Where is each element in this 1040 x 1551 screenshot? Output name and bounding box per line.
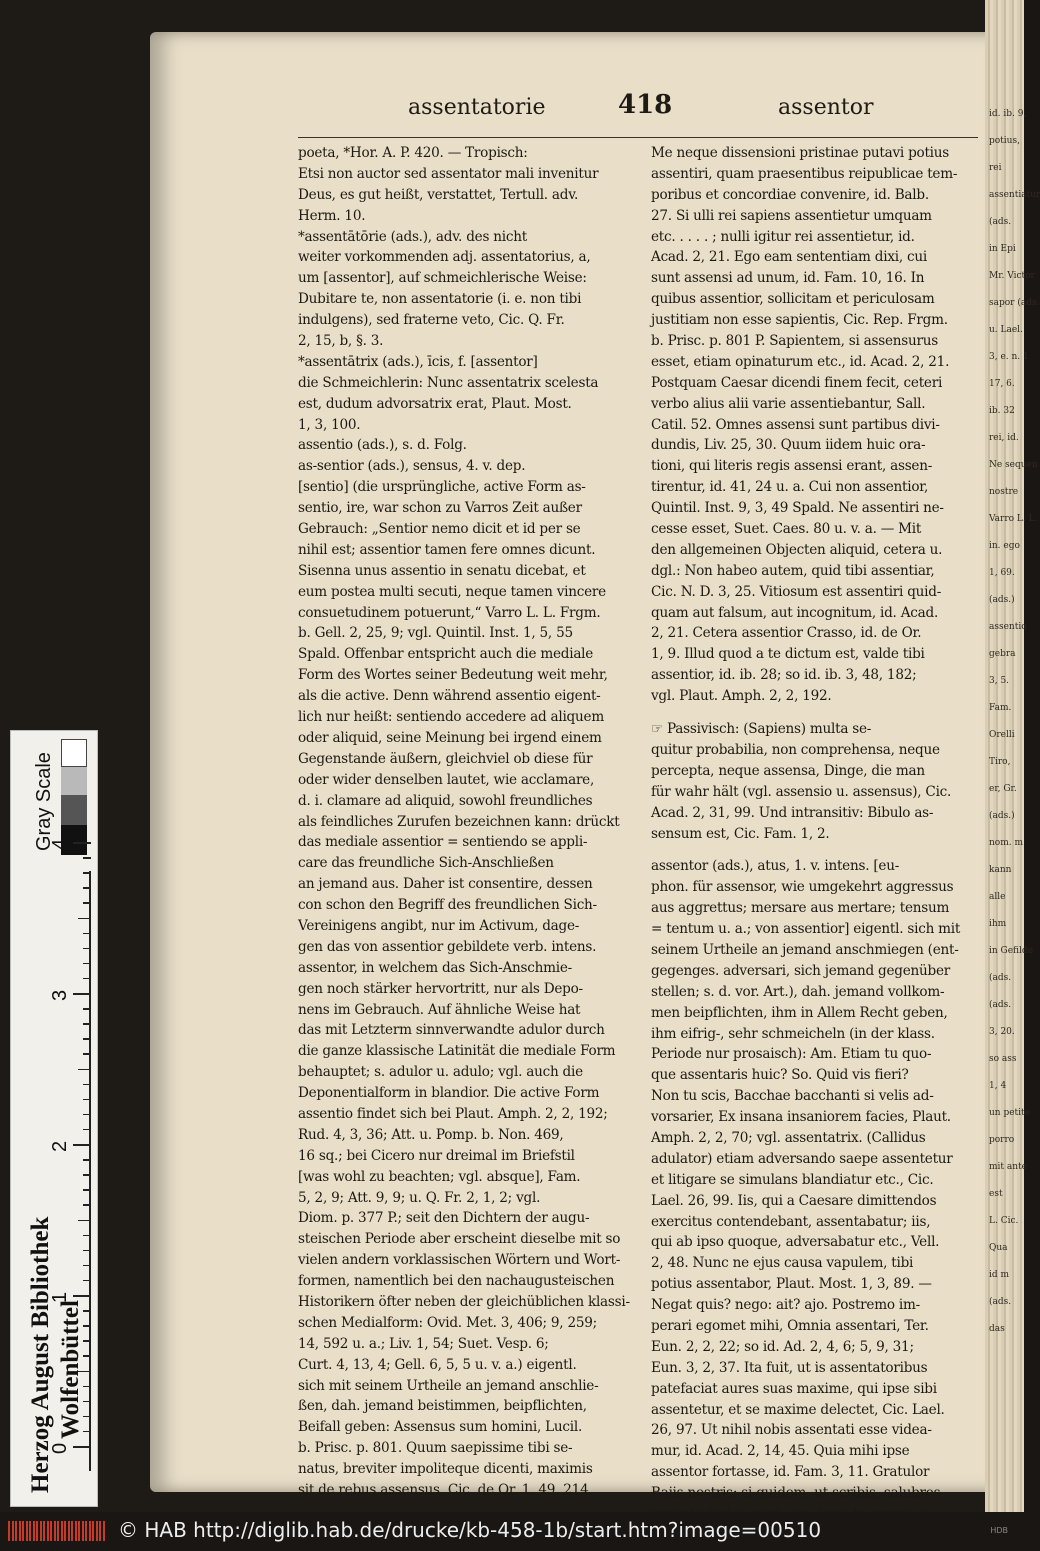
text-line: esset, etiam opinaturum etc., id. Acad. 2, 21. (651, 353, 950, 370)
adjacent-page-line: id. ib. 9, (989, 109, 1027, 119)
text-line: [was wohl zu beachten; vgl. absque], Fam. (298, 1168, 581, 1185)
corner-mark: HDB (990, 1526, 1008, 1535)
left-column (298, 143, 646, 1501)
text-line: gegenges. adversari, sich jemand gegenüber (651, 962, 951, 979)
text-line: behauptet; s. adulor u. adulo; vgl. auch die (298, 1064, 583, 1081)
adjacent-page-line: est (989, 1189, 1003, 1199)
text-line: exercitus contendebant, assentabatur; iis, (651, 1213, 931, 1230)
text-line: an jemand aus. Daher ist consentire, dessen (298, 876, 593, 893)
text-line: nihil est; assentior tamen fere omnes dicunt. (298, 541, 596, 558)
text-line: natus, breviter impoliteque dicenti, maximis (298, 1461, 593, 1478)
adjacent-page-line: (ads.) (989, 811, 1015, 821)
text-line: lich nur heißt: sentiendo accedere ad aliquem (298, 709, 604, 726)
text-line: 14, 592 u. a.; Liv. 1, 54; Suet. Vesp. 6; (298, 1335, 549, 1352)
ruler-number: 2 (49, 1140, 71, 1152)
text-line: [sentio] (die ursprüngliche, active Form as- (298, 479, 586, 496)
text-line: den allgemeinen Objecten aliquid, cetera u. (651, 541, 943, 558)
text-line: die ganze klassische Latinität die mediale Form (298, 1043, 616, 1060)
adjacent-page-line: rei (989, 163, 1002, 173)
adjacent-page-line: ihm (989, 919, 1007, 929)
adjacent-page-line: Mr. Victor (989, 271, 1035, 281)
right-column (651, 143, 981, 1525)
text-line: Deponentialform in blandior. Die active Form (298, 1085, 600, 1102)
text-line: Beifall geben: Assensus sum homini, Lucil. (298, 1419, 583, 1436)
text-line: poribus et concordiae convenire, id. Balb. (651, 186, 929, 203)
text-line: consuetudinem potuerunt,“ Varro L. L. Frgm. (298, 604, 601, 621)
adjacent-page-line: mit ante (989, 1162, 1027, 1172)
text-line: patefaciat aures suas maxime, qui ipse sibi (651, 1380, 937, 1397)
text-line: sit de rebus assensus, Cic. de Or. 1, 49, 214. (298, 1482, 593, 1498)
text-line: Deus, es gut heißt, verstattet, Tertull. adv. (298, 186, 579, 203)
adjacent-page-line: (ads. (989, 1297, 1012, 1307)
text-line: 2, 15, b, §. 3. (298, 333, 384, 350)
right-column-entry-assentor (651, 856, 981, 1525)
text-line: poeta, *Hor. A. P. 420. — Tropisch: (298, 145, 528, 161)
text-line: mur, id. Acad. 2, 14, 45. Quia mihi ipse (651, 1443, 910, 1460)
text-line: vielen andern vorklassischen Wörtern und Wort- (298, 1252, 621, 1269)
ruler-tick (83, 948, 91, 950)
text-line: 5, 2, 9; Att. 9, 9; u. Q. Fr. 2, 1, 2; vgl. (298, 1189, 541, 1206)
text-line: ihm eifrig-, sehr schmeicheln (in der klass. (651, 1025, 935, 1042)
text-line: justitiam non esse sapientis, Cic. Rep. Frgm. (651, 312, 948, 329)
adjacent-page-line: in. ego (989, 541, 1020, 551)
text-line: Vereinigens angibt, nur im Activum, dage- (298, 917, 580, 934)
ruler-tick (83, 1159, 91, 1161)
text-line: care das freundliche Sich-Anschließen (298, 855, 554, 872)
text-line: gen das von assentior gebildete verb. intens. (298, 938, 597, 955)
adjacent-page-line: L. Cic. (989, 1216, 1019, 1226)
ruler-tick (83, 872, 91, 874)
ruler-tick (83, 1129, 91, 1131)
ruler-number: 3 (49, 989, 71, 1001)
text-line: formen, namentlich bei den nachaugusteischen (298, 1273, 615, 1290)
text-line: b. Prisc. p. 801 P. Sapientem, si assensurus (651, 333, 938, 350)
text-line: assentio findet sich bei Plaut. Amph. 2, 2, 192; (298, 1105, 608, 1122)
adjacent-page-line: in Epi (989, 244, 1016, 254)
text-line: das mit Letzterm sinnverwandte adulor durch (298, 1022, 605, 1039)
ruler-tick (78, 1220, 91, 1222)
adjacent-page-line: (ads. (989, 973, 1012, 983)
ruler-tick (83, 1265, 91, 1267)
text-line: oder wider denselben lautet, wie acclamare, (298, 771, 595, 788)
text-line: perari egomet mihi, Omnia assentari, Ter. (651, 1317, 929, 1334)
text-line: vorsarier, Ex insana insaniorem facies, Plaut. (651, 1109, 951, 1126)
ruler-tick (78, 1069, 91, 1071)
ruler-tick (83, 963, 91, 965)
adjacent-page-line: kann (989, 865, 1012, 875)
text-line: *assentātōrie (ads.), adv. des nicht (298, 228, 527, 245)
text-line: quam aut falsum, aut incognitum, id. Acad. (651, 604, 939, 621)
ruler-number: 4 (49, 838, 71, 850)
text-line: b. Prisc. p. 801. Quum saepissime tibi se- (298, 1440, 573, 1457)
text-line: potius assentabor, Plaut. Most. 1, 3, 89. — (651, 1276, 932, 1293)
text-line: 16 sq.; bei Cicero nur dreimal im Briefstil (298, 1147, 575, 1164)
ruler-tick (83, 1235, 91, 1237)
text-line: dgl.: Non habeo autem, quid tibi assentiar, (651, 562, 935, 579)
text-line: Acad. 2, 31, 99. Und intransitiv: Bibulo as- (651, 804, 934, 821)
adjacent-page-line: sapor (ads. (989, 298, 1040, 308)
text-line: as-sentior (ads.), sensus, 4. v. dep. (298, 458, 526, 475)
adjacent-page-line: id m (989, 1270, 1010, 1280)
text-line: vgl. Plaut. Amph. 2, 2, 192. (651, 688, 832, 705)
gray-swatch-white (61, 739, 87, 767)
text-line: Curt. 4, 13, 4; Gell. 6, 5, 5 u. v. a.) eigentl. (298, 1356, 577, 1373)
text-line: sensum est, Cic. Fam. 1, 2. (651, 825, 830, 842)
adjacent-page-line: (ads. (989, 1000, 1012, 1010)
text-line: oder aliquid, seine Meinung bei irgend einem (298, 729, 602, 746)
adjacent-page-line: 1, 4 (989, 1081, 1007, 1091)
adjacent-page-line: 1, 69. (989, 568, 1015, 578)
adjacent-page-line: porro (989, 1135, 1015, 1145)
text-line: verbo alius alii varie assentiebantur, Sall. (651, 395, 926, 412)
ruler-tick (83, 1084, 91, 1086)
text-line: ßen, dah. jemand beistimmen, beipflichten, (298, 1398, 587, 1415)
adjacent-page-line: 17, 6. (989, 379, 1015, 389)
ruler-tick (73, 993, 91, 995)
adjacent-page-line: Orelli (989, 730, 1015, 740)
text-line: b. Gell. 2, 25, 9; vgl. Quintil. Inst. 1, 5, 55 (298, 625, 573, 642)
text-line: tioni, qui literis regis assensi erant, assen- (651, 458, 933, 475)
text-line: Negat quis? nego: ait? ajo. Postremo im- (651, 1297, 920, 1314)
ruler-tick (83, 1099, 91, 1101)
right-column-passive-note (651, 719, 981, 844)
text-line: aus aggrettus; mersare aus mertare; tensum (651, 900, 950, 917)
text-line: assentor (ads.), atus, 1. v. intens. [eu- (651, 858, 900, 875)
ruler-tick (83, 902, 91, 904)
adjacent-page-line: assentiatur (989, 190, 1040, 200)
text-line: eum postea multi secuti, neque tamen vincere (298, 583, 606, 600)
text-line: sentio, ire, war schon zu Varros Zeit außer (298, 500, 582, 517)
adjacent-page-line: (ads. (989, 217, 1012, 227)
text-line: für wahr hält (vgl. assensio u. assensus), Cic. (651, 783, 952, 800)
text-line: *assentātrix (ads.), īcis, f. [assentor] (298, 353, 538, 370)
text-line: 1, 3, 100. (298, 416, 361, 433)
text-line: assentio (ads.), s. d. Folg. (298, 437, 467, 454)
adjacent-page-line: 3, 5. (989, 676, 1010, 686)
text-line: 2, 21. Cetera assentior Crasso, id. de Or. (651, 625, 922, 642)
text-line: 27. Si ulli rei sapiens assentietur umquam (651, 207, 932, 224)
text-line: et litigare se simulans blandiatur etc., Cic. (651, 1171, 934, 1188)
ruler-baseline (89, 871, 91, 1471)
ruler-tick (73, 1295, 91, 1297)
text-line: Eun. 2, 2, 22; so id. Ad. 2, 4, 6; 5, 9, 31; (651, 1338, 914, 1355)
adjacent-page-line: rei, id. (989, 433, 1019, 443)
text-line: phon. für assensor, wie umgekehrt aggressus (651, 879, 954, 896)
adjacent-page-line: 3, 20. (989, 1027, 1015, 1037)
text-line: Gegenstande äußern, gleichviel ob diese für (298, 750, 593, 767)
adjacent-page-line: 3, e. n. 1 (989, 352, 1029, 362)
adjacent-page-line: Qua (989, 1243, 1008, 1253)
gray-scale-label: Gray Scale (33, 752, 55, 851)
header-rule (298, 137, 978, 138)
adjacent-page-line: Tiro, (989, 757, 1011, 767)
ruler-tick (83, 1023, 91, 1025)
text-line: adulator) etiam adversando saepe assentetur (651, 1150, 953, 1167)
page-number: 418 (618, 90, 673, 120)
ruler-tick (83, 1038, 91, 1040)
ruler-number: 0 (49, 1442, 71, 1454)
text-line: Amph. 2, 2, 70; vgl. assentatrix. (Callidus (651, 1129, 926, 1146)
adjacent-page-line: Ne sequen (989, 460, 1038, 470)
ruler-tick (73, 1446, 91, 1448)
text-line: assentior, id. ib. 28; so id. ib. 3, 48, 182; (651, 667, 917, 684)
text-line: Herm. 10. (298, 207, 366, 224)
ruler-tick (83, 1053, 91, 1055)
text-line: als die active. Denn während assentio eigent- (298, 688, 601, 705)
text-line: quitur probabilia, non comprehensa, neque (651, 741, 940, 758)
text-line: assentor fortasse, id. Fam. 3, 11. Gratulor (651, 1464, 930, 1481)
text-line: sich mit seinem Urtheile an jemand anschlie- (298, 1377, 599, 1394)
copyright-link[interactable]: © HAB http://diglib.hab.de/drucke/kb-458-1b/start.htm?image=00510 (118, 1518, 822, 1542)
text-line: = tentum u. a.; von assentior] eigentl. sich mit (651, 921, 961, 938)
ruler-tick (83, 857, 91, 859)
text-line: schen Medialform: Ovid. Met. 3, 406; 9, 259; (298, 1314, 597, 1331)
text-line: Spald. Offenbar entspricht auch die mediale (298, 646, 594, 663)
right-column-entry-continued (651, 143, 981, 707)
text-line: um [assentor], auf schmeichlerische Weise: (298, 270, 587, 287)
ruler-tick (73, 1144, 91, 1146)
text-line: Form des Wortes seiner Bedeutung weit mehr, (298, 667, 608, 684)
text-line: assentetur, et se maxime delectet, Cic. Lael. (651, 1401, 945, 1418)
text-line: Sisenna unus assentio in senatu dicebat, et (298, 562, 586, 579)
adjacent-page-line: das (989, 1324, 1005, 1334)
text-line: men beipflichten, ihm in Allem Recht geben, (651, 1004, 948, 1021)
adjacent-page-line: er, Gr. (989, 784, 1017, 794)
text-line: qui ab ipso quoque, adversabatur etc., Vell. (651, 1234, 940, 1251)
text-line: 2, 48. Nunc ne ejus causa vapulem, tibi (651, 1255, 914, 1272)
text-line: Postquam Caesar dicendi finem fecit, ceteri (651, 374, 943, 391)
ruler-tick (83, 1114, 91, 1116)
text-line: assentor, in welchem das Sich-Anschmie- (298, 959, 572, 976)
text-line: Rud. 4, 3, 36; Att. u. Pomp. b. Non. 469, (298, 1126, 564, 1143)
text-line: cesse esset, Suet. Caes. 80 u. v. a. — Mit (651, 521, 922, 538)
adjacent-page-line: nom. m (989, 838, 1024, 848)
text-line: con schon den Begriff des freundlichen Sich- (298, 897, 597, 914)
ruler-tick (83, 1250, 91, 1252)
text-line: indulgens), sed fraterne veto, Cic. Q. Fr. (298, 312, 565, 329)
text-line: ☞ Passivisch: (Sapiens) multa se- (651, 721, 872, 738)
ruler-tick (83, 1204, 91, 1206)
text-line: Gebrauch: „Sentior nemo dicit et id per se (298, 521, 581, 538)
ruler-tick (83, 933, 91, 935)
adjacent-page-line: so ass (989, 1054, 1017, 1064)
ruler-tick (83, 1280, 91, 1282)
text-line: 26, 97. Ut nihil nobis assentati esse videa- (651, 1422, 932, 1439)
adjacent-page-line: potius, (989, 136, 1020, 146)
text-line: Diom. p. 377 P.; seit den Dichtern der augu- (298, 1210, 590, 1227)
adjacent-page-line: u. Lael. (989, 325, 1023, 335)
text-line: Cic. N. D. 3, 25. Vitiosum est assentiri quid- (651, 583, 942, 600)
ruler-tick (78, 918, 91, 920)
text-line: nens im Gebrauch. Auf ähnliche Weise hat (298, 1001, 581, 1018)
text-line: d. i. clamare ad aliquid, sowohl freundliches (298, 792, 593, 809)
text-line: Etsi non auctor sed assentator mali invenitur (298, 165, 599, 182)
text-line: 1, 9. Illud quod a te dictum est, valde tibi (651, 646, 925, 663)
hab-logo-icon (8, 1521, 106, 1545)
text-line: die Schmeichlerin: Nunc assentatrix scelesta (298, 374, 599, 391)
adjacent-page-edge (985, 0, 1040, 1512)
text-line: gen noch stärker hervortritt, nur als Depo- (298, 980, 583, 997)
gray-swatch-mid (61, 767, 87, 795)
text-line: seinem Urtheile an jemand anschmiegen (ent- (651, 941, 959, 958)
text-line: Acad. 2, 21. Ego eam sententiam dixi, cui (651, 249, 927, 266)
text-line: stellen; s. d. vor. Art.), dah. jemand vollkom- (651, 983, 945, 1000)
institution-city: Wolfenbüttel (57, 1300, 84, 1439)
text-line: das mediale assentior = sentiendo se appli- (298, 834, 588, 851)
color-scale-card (10, 730, 98, 1507)
adjacent-page-line: in Gefilde (989, 946, 1034, 956)
adjacent-page-line: alle (989, 892, 1006, 902)
institution-name: Herzog August Bibliothek (27, 1216, 54, 1493)
text-line: est, dudum advorsatrix erat, Plaut. Most. (298, 395, 572, 412)
text-line: sunt assensi ad unum, id. Fam. 10, 16. In (651, 270, 925, 287)
adjacent-page-line: assentio (989, 622, 1027, 632)
adjacent-page-line: Varro L. L. (989, 514, 1038, 524)
text-line: Eun. 3, 2, 37. Ita fuit, ut is assentatoribus (651, 1359, 928, 1376)
ruler-tick (83, 887, 91, 889)
text-line: quibus assentior, sollicitam et periculosam (651, 291, 935, 308)
ruler-tick (83, 1174, 91, 1176)
ruler-tick (83, 1189, 91, 1191)
text-line: Periode nur prosaisch): Am. Etiam tu quo- (651, 1046, 932, 1063)
adjacent-page-line: Fam. (989, 703, 1012, 713)
ruler-tick (83, 978, 91, 980)
text-line: etc. . . . . ; nulli igitur rei assentietur, id. (651, 228, 915, 245)
running-head-right: assentor (778, 95, 874, 120)
text-line: Dubitare te, non assentatorie (i. e. non tibi (298, 291, 582, 308)
gray-swatch-dark (61, 795, 87, 825)
text-line: Catil. 52. Omnes assensi sunt partibus divi- (651, 416, 940, 433)
adjacent-page-line: (ads.) (989, 595, 1015, 605)
text-line: Quintil. Inst. 9, 3, 49 Spald. Ne assentiri ne- (651, 500, 944, 517)
text-line: dundis, Liv. 25, 30. Quum iidem huic ora- (651, 437, 926, 454)
text-line: Non tu scis, Bacchae bacchanti si velis ad- (651, 1088, 934, 1105)
adjacent-page-line: gebra (989, 649, 1016, 659)
text-line: als feindliches Zurufen bezeichnen kann: drückt (298, 813, 620, 830)
text-line: steischen Periode aber erscheint dieselbe mit so (298, 1231, 621, 1248)
adjacent-page-line: nostre (989, 487, 1019, 497)
text-line: Lael. 26, 99. Iis, qui a Caesare dimittendos (651, 1192, 937, 1209)
ruler-number: 1 (49, 1291, 71, 1303)
text-line: Me neque dissensioni pristinae putavi potius (651, 145, 949, 161)
text-line: Historikern öfter neben der gleichüblichen klassi- (298, 1293, 630, 1310)
running-head-left: assentatorie (408, 95, 546, 120)
text-line: Bajis nostris; si quidem, ut scribis, salubres (651, 1485, 941, 1502)
text-line: percepta, neque assensa, Dinge, die man (651, 762, 925, 779)
text-line: assentiri, quam praesentibus reipublicae tem- (651, 165, 958, 182)
text-line: tirentur, id. 41, 24 u. a. Cui non assentior, (651, 479, 929, 496)
text-line: que assentaris huic? So. Quid vis fieri? (651, 1067, 909, 1084)
text-line: weiter vorkommenden adj. assentatorius, a, (298, 249, 591, 266)
ruler-tick (73, 842, 91, 844)
adjacent-page-line: un petite (989, 1108, 1030, 1118)
adjacent-page-line: ib. 32 (989, 406, 1015, 416)
adjacent-page-text (985, 0, 1040, 1336)
ruler-tick (83, 1008, 91, 1010)
